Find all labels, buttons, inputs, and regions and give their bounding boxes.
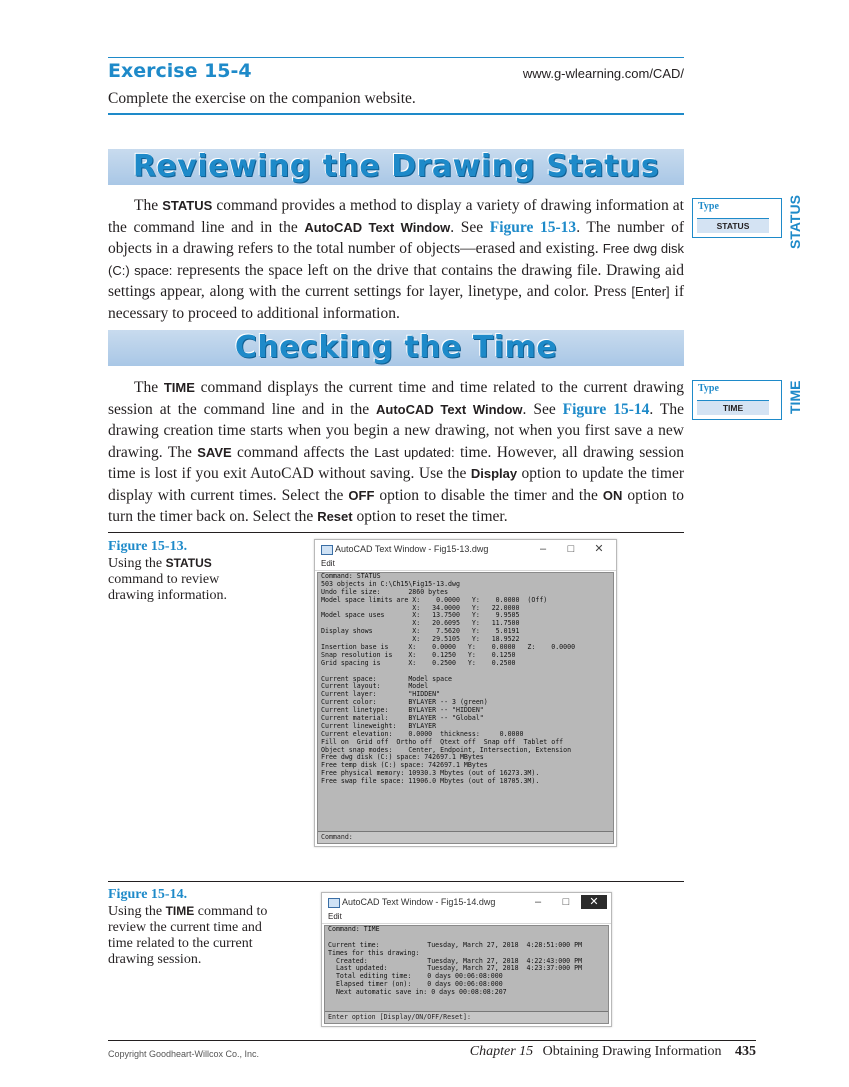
output-lines (325, 926, 608, 997)
output-line: Current layout: Model (321, 682, 429, 691)
figure-caption-14: Figure 15-14. Using the TIME command to review the current time and time related to the current drawing session. (108, 887, 268, 967)
text-output (324, 925, 609, 1024)
output-line: Free dwg disk (C:) space: 742697.1 MBytes (321, 753, 484, 762)
copyright: Copyright Goodheart-Willcox Co., Inc. (108, 1049, 260, 1059)
command-line[interactable]: Enter option [Display/ON/OFF/Reset]: (325, 1011, 608, 1023)
output-line: Fill on Grid off Ortho off Qtext off Snap off Tablet off (321, 737, 564, 746)
output-line: Current time: Tuesday, March 27, 2018 4:28:51:000 PM (328, 940, 583, 949)
output-line: Created: Tuesday, March 27, 2018 4:22:43:000 PM (328, 956, 583, 965)
vertical-tab-status: STATUS (787, 195, 803, 249)
minimize-icon[interactable]: – (539, 543, 547, 555)
output-line: Snap resolution is X: 0.1250 Y: 0.1250 (321, 650, 516, 659)
output-line: X: 20.6095 Y: 11.7500 (321, 619, 520, 628)
output-line: Command: STATUS (321, 572, 381, 580)
output-line: Total editing time: 0 days 00:06:08:000 (328, 972, 503, 981)
exercise-text: Complete the exercise on the companion website. (108, 90, 416, 107)
text-window-time (321, 892, 612, 1027)
output-line: Model space limits are X: 0.0000 Y: 0.0000 (Off) (321, 595, 548, 604)
menu-edit[interactable]: Edit (315, 558, 616, 571)
figure-rule (108, 881, 684, 882)
status-paragraph: The STATUS command provides a method to display a variety of drawing information at the command line and in the AutoCAD Text Window. See Figure 15-13. The number of objects in a drawing refers to the total number of objects—erased and existing. Free dwg disk (C:) space: represents the space left on the drive that contains the drawing file. Drawing aid settings appear, along with the current settings for layer, linetype, and color. Press [Enter] if necessary to proceed to additional information. (108, 197, 685, 322)
close-icon[interactable]: ✕ (594, 543, 604, 555)
text-output (317, 572, 614, 844)
output-lines (318, 573, 613, 786)
output-line: Free physical memory: 10930.3 Mbytes (out of 16273.3M). (321, 769, 540, 778)
figure-number: Figure 15-13. (108, 539, 188, 554)
close-icon[interactable]: ✕ (581, 895, 607, 909)
output-line: Current layer: "HIDDEN" (321, 690, 441, 699)
type-box-status: Type STATUS (692, 198, 782, 238)
figure-caption-13: Figure 15-13. Using the STATUS command to review drawing information. (108, 539, 268, 604)
output-line: Times for this drawing: (328, 948, 420, 957)
exercise-rule (108, 113, 684, 115)
output-line: Grid spacing is X: 0.2500 Y: 0.2500 (321, 658, 516, 667)
window-title: AutoCAD Text Window - Fig15-13.dwg (335, 544, 489, 554)
output-line: X: 34.0000 Y: 22.0000 (321, 603, 520, 612)
exercise-url[interactable]: www.g-wlearning.com/CAD/ (522, 66, 684, 81)
section-heading: Checking the Time (234, 330, 558, 365)
output-line: Free temp disk (C:) space: 742697.1 MBytes (321, 761, 488, 770)
figure-link[interactable]: Figure 15-14 (562, 400, 650, 418)
app-icon (321, 545, 333, 555)
output-line: Command: TIME (328, 925, 380, 933)
output-line: Current material: BYLAYER -- "Global" (321, 714, 484, 723)
output-line: Current elevation: 0.0000 thickness: 0.0000 (321, 729, 524, 738)
output-line: Model space uses X: 13.7500 Y: 9.9505 (321, 611, 520, 620)
maximize-icon[interactable]: □ (562, 896, 570, 908)
output-line: Last updated: Tuesday, March 27, 2018 4:23:37:000 PM (328, 964, 583, 973)
figure-rule (108, 532, 684, 533)
output-line: Undo file size: 2860 bytes (321, 587, 449, 596)
output-line: 503 objects in C:\Ch15\Fig15-13.dwg (321, 579, 460, 588)
figure-number: Figure 15-14. (108, 887, 188, 902)
type-command: STATUS (697, 218, 769, 233)
window-title: AutoCAD Text Window - Fig15-14.dwg (342, 897, 496, 907)
vertical-tab-time: TIME (787, 380, 803, 414)
app-icon (328, 898, 340, 908)
output-line: Insertion base is X: 0.0000 Y: 0.0000 Z: 0.0000 (321, 643, 576, 652)
maximize-icon[interactable]: □ (567, 543, 575, 555)
chapter-label: Chapter 15 (469, 1044, 534, 1059)
output-line: Current linetype: BYLAYER -- "HIDDEN" (321, 706, 484, 715)
top-rule (108, 57, 684, 58)
output-line: Display shows X: 7.5620 Y: 5.0191 (321, 627, 520, 636)
exercise-title: Exercise 15-4 (108, 60, 252, 82)
time-paragraph: The TIME command displays the current time and time related to the current drawing session at the command line and in the AutoCAD Text Window. See Figure 15-14. The drawing creation time starts when you begin a new drawing, not when you first save a new drawing. The SAVE command affects the Last updated: time. However, all drawing session time is lost if you exit AutoCAD without saving. Use the Display option to update the timer display with current times. Select the OFF option to disable the timer and the ON option to turn the timer back on. Select the Reset option to reset the timer. (108, 379, 685, 525)
footer-rule (108, 1040, 756, 1041)
time-command: TIME (163, 380, 195, 395)
menu-edit[interactable]: Edit (322, 911, 611, 924)
output-line: Current color: BYLAYER -- 3 (green) (321, 698, 488, 707)
output-line: Current lineweight: BYLAYER (321, 721, 437, 730)
output-line: Elapsed timer (on): 0 days 00:06:08:000 (328, 980, 503, 989)
text-window-status (314, 539, 617, 847)
section-heading: Reviewing the Drawing Status (132, 149, 660, 184)
type-box-time: Type TIME (692, 380, 782, 420)
type-command: TIME (697, 400, 769, 415)
output-line: Object snap modes: Center, Endpoint, Intersection, Extension (321, 745, 572, 754)
page-footer (470, 1044, 756, 1060)
chapter-title: Obtaining Drawing Information (542, 1044, 722, 1059)
output-line: Next automatic save in: 0 days 00:08:08:207 (328, 988, 507, 997)
output-line: Free swap file space: 11906.0 Mbytes (out of 18705.3M). (321, 777, 540, 786)
output-line: X: 29.5105 Y: 18.9522 (321, 635, 520, 644)
status-command: STATUS (162, 198, 213, 213)
page-number: 435 (735, 1044, 756, 1059)
section-banner-status (108, 149, 684, 185)
figure-link[interactable]: Figure 15-13 (489, 218, 577, 236)
output-line: Current space: Model space (321, 674, 453, 683)
command-line[interactable]: Command: (318, 831, 613, 843)
minimize-icon[interactable]: – (534, 896, 542, 908)
section-banner-time (108, 330, 684, 366)
